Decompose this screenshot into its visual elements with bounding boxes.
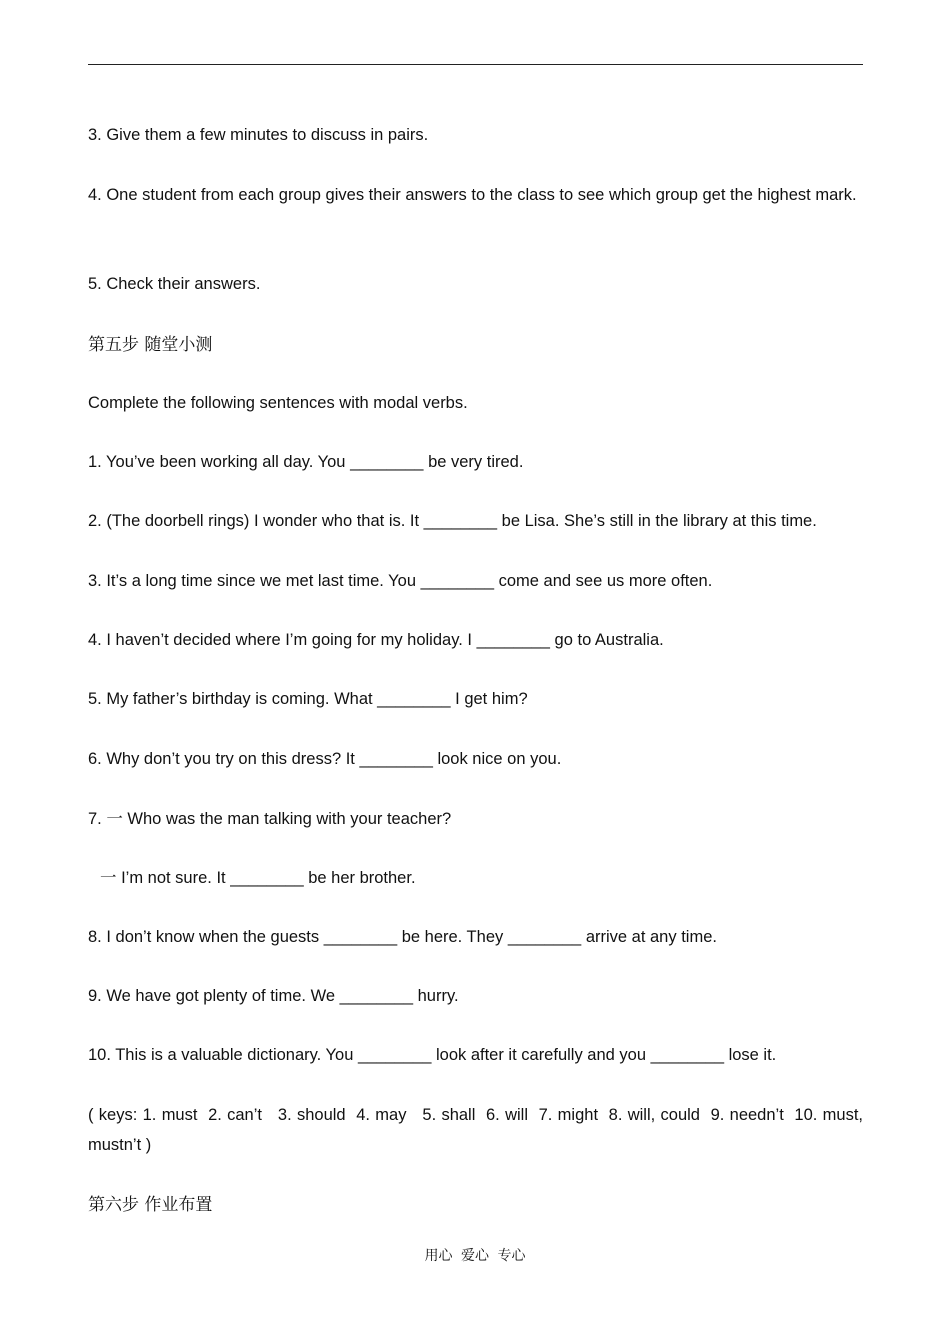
- answer-keys: ( keys: 1. must 2. can’t 3. should 4. may 5. shall 6. will 7. might 8. will, could 9. needn’t 10. must, mustn’t ): [88, 1106, 868, 1154]
- quiz-instruction: Complete the following sentences with modal verbs.: [88, 394, 468, 412]
- header-rule: [88, 64, 863, 65]
- quiz-question-7: 7. 一 Who was the man talking with your teacher?: [88, 810, 452, 828]
- section-heading-step6: 第六步 作业布置: [88, 1195, 213, 1215]
- page-footer: 用心 爱心 专心: [424, 1248, 526, 1264]
- quiz-question-2: 2. (The doorbell rings) I wonder who that is. It ________ be Lisa. She’s still in the library at this time.: [88, 512, 817, 530]
- quiz-question-8: 8. I don’t know when the guests ________ be here. They ________ arrive at any time.: [88, 928, 717, 946]
- section-heading-step5: 第五步 随堂小测: [88, 335, 213, 355]
- quiz-question-6: 6. Why don’t you try on this dress? It ________ look nice on you.: [88, 750, 562, 768]
- step-item-3: 3. Give them a few minutes to discuss in pairs.: [88, 126, 429, 144]
- step-item-4: 4. One student from each group gives their answers to the class to see which group get the highest mark.: [88, 186, 857, 204]
- quiz-question-9: 9. We have got plenty of time. We ________ hurry.: [88, 987, 459, 1005]
- quiz-question-5: 5. My father’s birthday is coming. What ________ I get him?: [88, 690, 528, 708]
- quiz-question-3: 3. It’s a long time since we met last time. You ________ come and see us more often.: [88, 572, 713, 590]
- quiz-question-4: 4. I haven’t decided where I’m going for my holiday. I ________ go to Australia.: [88, 631, 664, 649]
- step-item-5: 5. Check their answers.: [88, 275, 261, 293]
- quiz-question-10: 10. This is a valuable dictionary. You ________ look after it carefully and you ________ lose it.: [88, 1046, 777, 1064]
- quiz-question-1: 1. You’ve been working all day. You ________ be very tired.: [88, 453, 524, 471]
- quiz-question-7-reply: 一 I’m not sure. It ________ be her brother.: [100, 869, 416, 887]
